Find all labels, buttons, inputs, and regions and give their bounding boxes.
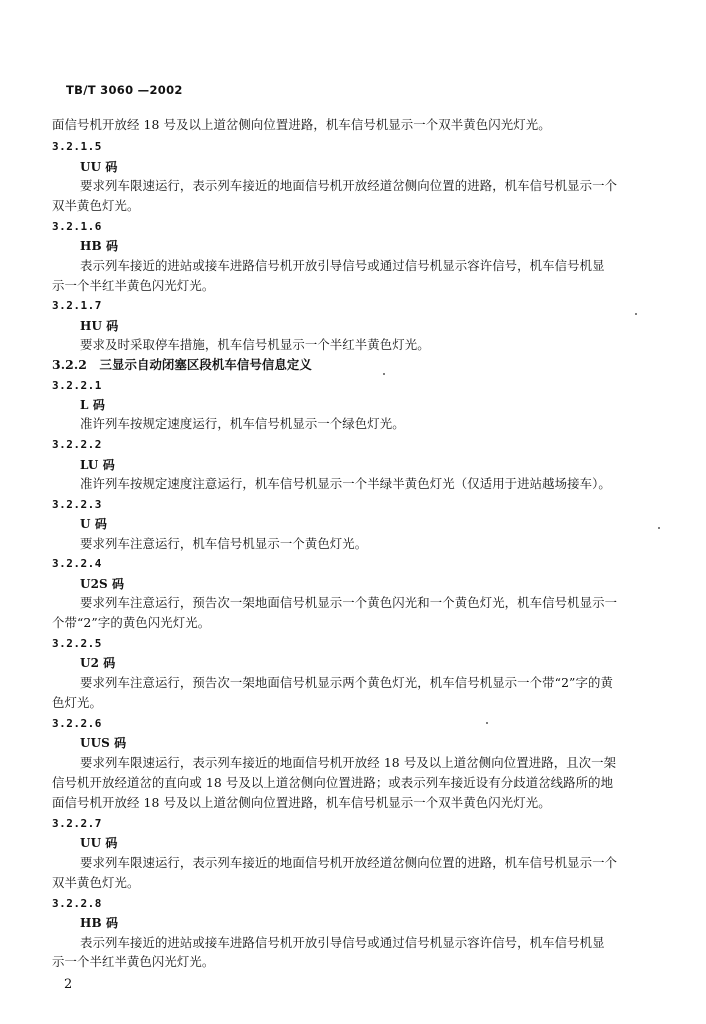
code-name: UU 码 <box>80 836 118 850</box>
body-line: 示一个半红半黄色闪光灯光。 <box>52 278 215 293</box>
body-line: 要求列车限速运行，表示列车接近的地面信号机开放经道岔侧向位置的进路，机车信号机显示一个 <box>80 178 618 193</box>
body-line: 要求列车限速运行，表示列车接近的地面信号机开放经 18 号及以上道岔侧向位置进路，且次一架 <box>80 755 617 770</box>
code-name: U2S 码 <box>80 577 125 591</box>
scan-speck <box>486 722 488 724</box>
code-name: U 码 <box>80 517 107 531</box>
page-number: 2 <box>64 977 73 992</box>
code-name: HU 码 <box>80 319 119 333</box>
clause-number: 3.2.2.3 <box>52 498 102 511</box>
body-line: 面信号机开放经 18 号及以上道岔侧向位置进路，机车信号机显示一个双半黄色闪光灯光。 <box>52 117 551 132</box>
clause-number: 3.2.1.6 <box>52 220 102 233</box>
code-name: HB 码 <box>80 239 119 253</box>
body-line: 个带“2”字的黄色闪光灯光。 <box>52 615 211 630</box>
body-line: 示一个半红半黄色闪光灯光。 <box>52 954 215 969</box>
body-line: 表示列车接近的进站或接车进路信号机开放引导信号或通过信号机显示容许信号，机车信号机显 <box>80 258 605 273</box>
code-name: UU 码 <box>80 160 118 174</box>
body-line: 面信号机开放经 18 号及以上道岔侧向位置进路，机车信号机显示一个双半黄色闪光灯光。 <box>52 795 551 810</box>
body-line: 双半黄色灯光。 <box>52 875 140 890</box>
clause-number: 3.2.2.5 <box>52 637 102 650</box>
section-heading: 3.2.2 三显示自动闭塞区段机车信号信息定义 <box>52 357 312 372</box>
body-line: 信号机开放经道岔的直向或 18 号及以上道岔侧向位置进路；或表示列车接近设有分歧道岔线路所的地 <box>52 775 614 790</box>
clause-number: 3.2.2.8 <box>52 897 102 910</box>
clause-number: 3.2.2.2 <box>52 438 102 451</box>
body-line: 要求列车限速运行，表示列车接近的地面信号机开放经道岔侧向位置的进路，机车信号机显示一个 <box>80 855 618 870</box>
code-name: HB 码 <box>80 916 119 930</box>
standard-number-header: TB/T 3060 —2002 <box>66 83 183 97</box>
clause-number: 3.2.2.1 <box>52 379 102 392</box>
body-line: 要求列车注意运行，预告次一架地面信号机显示两个黄色灯光，机车信号机显示一个带“2”字的黄 <box>80 675 613 690</box>
scan-speck <box>383 373 385 375</box>
body-line: 要求及时采取停车措施，机车信号机显示一个半红半黄色灯光。 <box>80 337 430 352</box>
body-line: 要求列车注意运行，预告次一架地面信号机显示一个黄色闪光和一个黄色灯光，机车信号机显示一 <box>80 595 618 610</box>
clause-number: 3.2.2.7 <box>52 817 102 830</box>
clause-number: 3.2.2.6 <box>52 717 102 730</box>
body-line: 双半黄色灯光。 <box>52 198 140 213</box>
body-line: 准许列车按规定速度注意运行，机车信号机显示一个半绿半黄色灯光（仅适用于进站越场接车）。 <box>80 476 611 491</box>
code-name: U2 码 <box>80 656 116 670</box>
scan-speck <box>658 527 660 529</box>
body-line: 色灯光。 <box>52 695 102 710</box>
clause-number: 3.2.2.4 <box>52 557 102 570</box>
code-name: LU 码 <box>80 458 115 472</box>
clause-number: 3.2.1.5 <box>52 140 102 153</box>
code-name: UUS 码 <box>80 736 127 750</box>
body-line: 要求列车注意运行，机车信号机显示一个黄色灯光。 <box>80 536 368 551</box>
clause-number: 3.2.1.7 <box>52 299 102 312</box>
body-line: 准许列车按规定速度运行，机车信号机显示一个绿色灯光。 <box>80 416 405 431</box>
scan-speck <box>635 313 637 315</box>
code-name: L 码 <box>80 398 105 412</box>
body-line: 表示列车接近的进站或接车进路信号机开放引导信号或通过信号机显示容许信号，机车信号机显 <box>80 935 605 950</box>
